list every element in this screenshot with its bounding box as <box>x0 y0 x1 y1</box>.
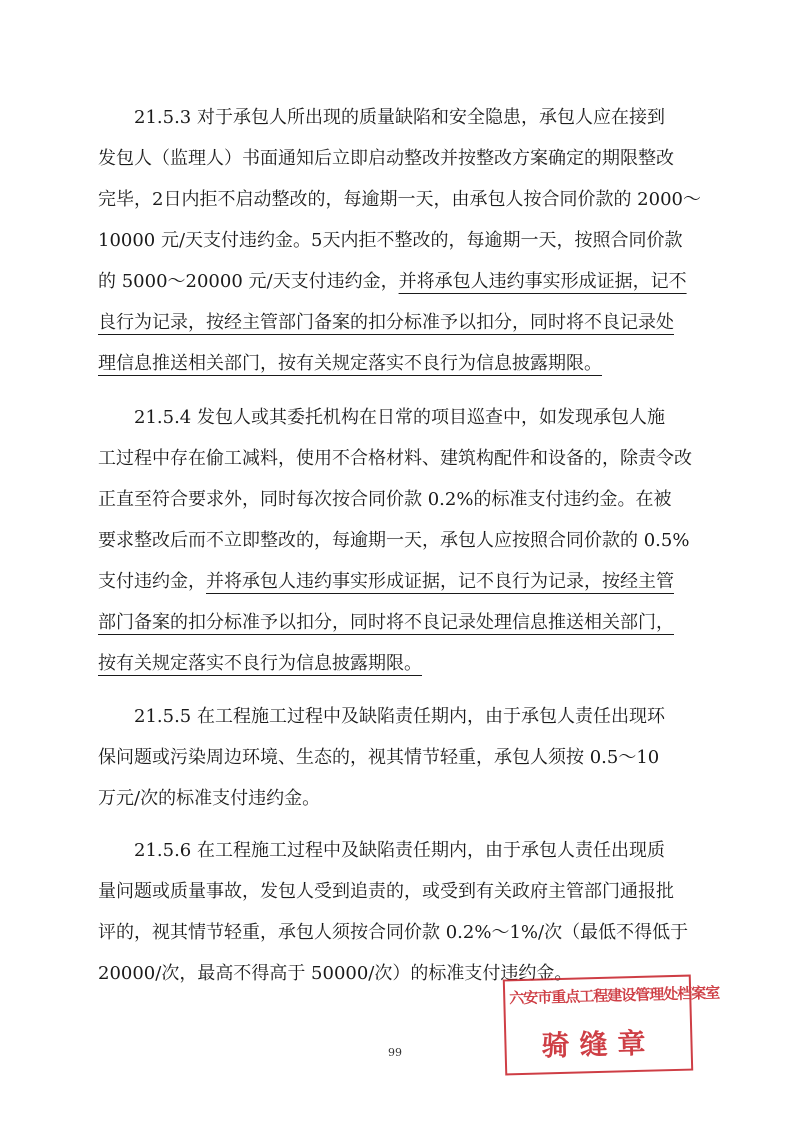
underlined-text: 并将承包人违约事实形成证据，记不良行为记录，按经主管 <box>206 571 674 592</box>
text-line <box>98 830 694 871</box>
text-run: 要求整改后而不立即整改的，每逾期一天，承包人应按照合同价款的 0.5% <box>98 530 690 551</box>
text-run: 21.5.6 在工程施工过程中及缺陷责任期内，由于承包人责任出现质 <box>134 840 665 861</box>
text-run: 21.5.3 对于承包人所出现的质量缺陷和安全隐患，承包人应在接到 <box>134 107 665 128</box>
text-run: 评的，视其情节轻重，承包人须按合同价款 0.2%～1%/次（最低不得低于 <box>98 922 689 943</box>
clause-21-5-4 <box>98 397 694 684</box>
text-line <box>98 602 694 643</box>
clause-21-5-3 <box>98 97 701 384</box>
underlined-text: 良行为记录，按经主管部门备案的扣分标准予以扣分，同时将不良记录处 <box>98 312 674 333</box>
text-line <box>98 778 694 819</box>
text-run: 工过程中存在偷工减料，使用不合格材料、建筑构配件和设备的，除责令改 <box>98 448 692 469</box>
text-run: 保问题或污染周边环境、生态的，视其情节轻重，承包人须按 0.5～10 <box>98 747 660 768</box>
text-run: 21.5.4 发包人或其委托机构在日常的项目巡查中，如发现承包人施 <box>134 407 665 428</box>
stamp-org-name: 六安市重点工程建设管理处档案室 <box>509 983 720 1008</box>
text-line <box>98 261 694 302</box>
text-line <box>98 138 694 179</box>
text-line <box>98 561 694 602</box>
text-line <box>98 871 694 912</box>
text-run: 20000/次，最高不得高于 50000/次）的标准支付违约金。 <box>98 963 573 984</box>
text-line <box>98 343 694 384</box>
text-run: 的 5000～20000 元/天支付违约金， <box>98 271 399 292</box>
text-run: 10000 元/天支付违约金。5天内拒不整改的，每逾期一天，按照合同价款 <box>98 230 683 251</box>
text-run: 正直至符合要求外，同时每次按合同价款 0.2%的标准支付违约金。在被 <box>98 489 672 510</box>
text-run: 支付违约金， <box>98 571 206 592</box>
text-run: 万元/次的标准支付违约金。 <box>98 788 321 809</box>
text-run: 完毕，2日内拒不启动整改的，每逾期一天，由承包人按合同价款的 2000～ <box>98 189 701 210</box>
text-line <box>98 397 694 438</box>
clause-21-5-6 <box>98 830 694 994</box>
text-line <box>98 97 694 138</box>
clause-21-5-5 <box>98 696 694 819</box>
text-line <box>98 912 694 953</box>
stamp-label: 骑缝章 <box>541 1026 656 1063</box>
text-line <box>98 302 694 343</box>
text-line <box>98 179 701 220</box>
page-number: 99 <box>388 1046 402 1059</box>
underlined-text: 按有关规定落实不良行为信息披露期限。 <box>98 653 422 674</box>
seal-stamp <box>503 975 720 1076</box>
text-line <box>98 696 694 737</box>
underlined-text: 理信息推送相关部门，按有关规定落实不良行为信息披露期限。 <box>98 353 602 374</box>
text-line <box>98 643 694 684</box>
text-line <box>98 737 694 778</box>
text-run: 量问题或质量事故，发包人受到追责的，或受到有关政府主管部门通报批 <box>98 881 674 902</box>
text-line <box>98 438 694 479</box>
underlined-text: 部门备案的扣分标准予以扣分，同时将不良记录处理信息推送相关部门， <box>98 612 674 633</box>
text-line <box>98 220 694 261</box>
text-run: 发包人（监理人）书面通知后立即启动整改并按整改方案确定的期限整改 <box>98 148 674 169</box>
underlined-text: 并将承包人违约事实形成证据，记不 <box>398 271 687 292</box>
text-run: 21.5.5 在工程施工过程中及缺陷责任期内，由于承包人责任出现环 <box>134 706 665 727</box>
text-line <box>98 520 694 561</box>
text-line <box>98 479 694 520</box>
